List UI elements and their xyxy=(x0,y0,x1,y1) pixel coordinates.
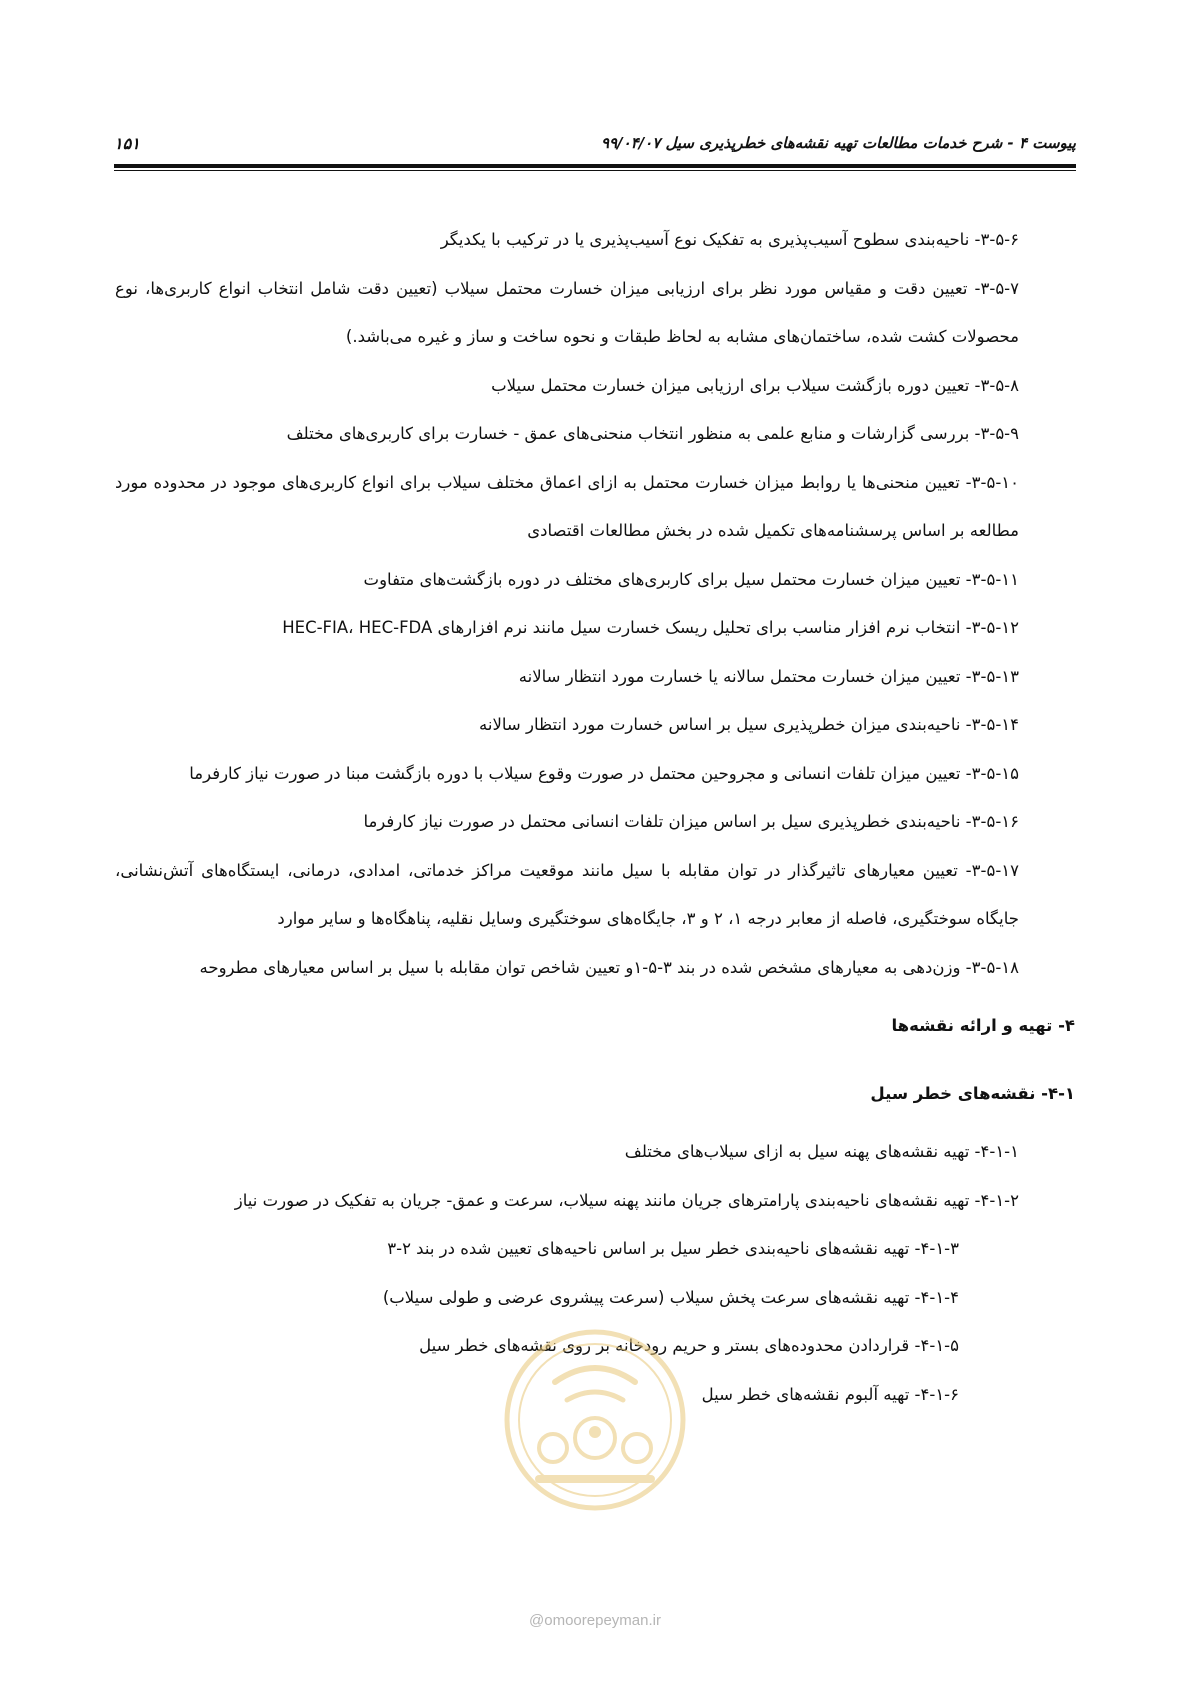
list-item: ۳-۵-۱۳- تعیین میزان خسارت محتمل سالانه یا خسارت مورد انتظار سالانه xyxy=(518,666,1019,686)
list-item: ۴-۱-۴- تهیه نقشه‌های سرعت پخش سیلاب (سرعت پیشروی عرضی و طولی سیلاب) xyxy=(382,1287,959,1307)
list-item: ۳-۵-۱۲- انتخاب نرم افزار مناسب برای تحلیل ریسک خسارت سیل مانند نرم افزارهای HEC-FIA، HEC-FDA xyxy=(282,618,1019,637)
header-rule-thick xyxy=(114,164,1076,168)
subsection-heading: ۴-۱- نقشه‌های خطر سیل xyxy=(870,1084,1075,1103)
page-number: ۱۵۱ xyxy=(114,133,140,153)
list-item: ۳-۵-۱۵- تعیین میزان تلفات انسانی و مجروحین محتمل در صورت وقوع سیلاب با دوره بازگشت مبنا در صورت نیاز کارفرما xyxy=(189,763,1019,783)
header-title: پیوست ۴ - شرح خدمات مطالعات تهیه نقشه‌های خطرپذیری سیل ۹۹/۰۴/۰۷ xyxy=(601,134,1076,152)
list-item: ۳-۵-۸- تعیین دوره بازگشت سیلاب برای ارزیابی میزان خسارت محتمل سیلاب xyxy=(491,375,1019,395)
list-item: ۴-۱-۲- تهیه نقشه‌های ناحیه‌بندی پارامترهای جریان مانند پهنه سیلاب، سرعت و عمق- جریان به تفکیک در صورت نیاز xyxy=(234,1190,1019,1210)
section-heading: ۴- تهیه و ارائه نقشه‌ها xyxy=(891,1016,1075,1035)
list-item: ۳-۵-۱۴- ناحیه‌بندی میزان خطرپذیری سیل بر اساس خسارت مورد انتظار سالانه xyxy=(479,715,1019,734)
list-item: ۳-۵-۱۸- وزن‌دهی به معیارهای مشخص شده در بند ۳-۵-۱و تعیین شاخص توان مقابله با سیل بر اساس معیارهای مطروحه xyxy=(199,957,1019,977)
list-item: ۳-۵-۱۱- تعیین میزان خسارت محتمل سیل برای کاربری‌های مختلف در دوره بازگشت‌های متفاوت xyxy=(363,569,1019,589)
list-item: ۳-۵-۱۷- تعیین معیارهای تاثیرگذار در توان مقابله با سیل مانند موقعیت مراکز خدماتی، امدادی، درمانی، ایستگاه‌های آتش‌نشانی، جایگاه سوختگیری، فاصله از معابر درجه ۱، ۲ و ۳، جایگاه‌های سوختگیری وسایل نقلیه، پناهگاه‌ها و سایر موارد xyxy=(115,860,1019,928)
list-item: ۴-۱-۶- تهیه آلبوم نقشه‌های خطر سیل xyxy=(701,1384,959,1404)
header-rule-thin xyxy=(114,170,1076,171)
list-item: ۳-۵-۱۰- تعیین منحنی‌ها یا روابط میزان خسارت محتمل به ازای اعماق مختلف سیلاب برای انواع کاربری‌های موجود در محدوده مورد مطالعه بر اساس پرسشنامه‌های تکمیل شده در بخش مطالعات اقتصادی xyxy=(115,472,1019,540)
watermark-url: @omoorepeyman.ir xyxy=(529,1612,661,1629)
list-item: ۴-۱-۳- تهیه نقشه‌های ناحیه‌بندی خطر سیل بر اساس ناحیه‌های تعیین شده در بند ۲-۳ xyxy=(387,1239,959,1258)
list-item: ۴-۱-۵- قراردادن محدوده‌های بستر و حریم رودخانه بر روی نقشه‌های خطر سیل xyxy=(419,1336,959,1355)
document-body xyxy=(115,216,1075,1419)
list-item: ۴-۱-۱- تهیه نقشه‌های پهنه سیل به ازای سیلاب‌های مختلف xyxy=(624,1142,1019,1161)
list-item: ۳-۵-۱۶- ناحیه‌بندی خطرپذیری سیل بر اساس میزان تلفات انسانی محتمل در صورت نیاز کارفرما xyxy=(363,812,1019,831)
list-item: ۳-۵-۶- ناحیه‌بندی سطوح آسیب‌پذیری به تفکیک نوع آسیب‌پذیری یا در ترکیب با یکدیگر xyxy=(440,230,1019,249)
list-item: ۳-۵-۷- تعیین دقت و مقیاس مورد نظر برای ارزیابی میزان خسارت محتمل سیلاب (تعیین دقت شامل انتخاب انواع کاربری‌ها، نوع محصولات کشت شده، ساختمان‌های مشابه به لحاظ طبقات و نحوه ساخت و ساز و غیره می‌باشد.) xyxy=(115,278,1019,346)
page-header xyxy=(114,128,1076,158)
list-item: ۳-۵-۹- بررسی گزارشات و منابع علمی به منظور انتخاب منحنی‌های عمق - خسارت برای کاربری‌های مختلف xyxy=(286,424,1019,443)
